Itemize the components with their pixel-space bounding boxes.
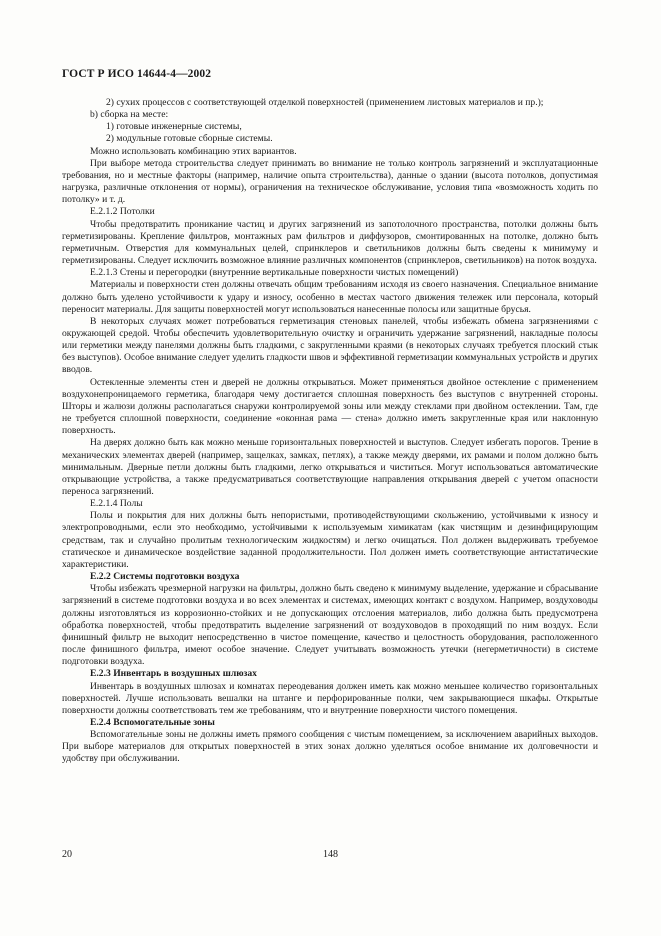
paragraph: Е.2.1.2 Потолки — [90, 206, 155, 218]
paragraph: Инвентарь в воздушных шлюзах и комнатах переодевания должен иметь как можно меньшее количество горизонтальных поверхностей. Лучше использовать вешалки на штанге и перфорированные полки, чем закрывающиеся шкафы. Открытые поверхности должны соответствовать тем же требованиям, что и внутренние поверхности чистого помещения. — [62, 680, 598, 716]
paragraph: Материалы и поверхности стен должны отвечать общим требованиям исходя из своего назначения. Специальное внимание должно быть уделено устойчивости к удару и износу, особенно в местах частого движения тележек или персонала, который переносит материалы. Для защиты поверхностей могут использоваться нанесенные полосы или защитные брусья. — [62, 279, 598, 315]
paragraph: Е.2.1.3 Стены и перегородки (внутренние вертикальные поверхности чистых помещений) — [90, 267, 459, 279]
page-number: 20 — [62, 849, 72, 860]
paragraph: Полы и покрытия для них должны быть непористыми, противодействующими скольжению, устойчивыми к износу и электропроводными, если это необходимо, устойчивыми к используемым химикатам (как чистящим и дезинфицирующим средствам, так и случайно пролитым технологическим жидкостям) и легко очищаться. Пол должен выдерживать требуемое статическое и динамическое воздействие заданной продолжительности. Пол должен иметь соответствующие антистатические характеристики. — [62, 510, 598, 570]
paragraph: На дверях должно быть как можно меньше горизонтальных поверхностей и выступов. Следует избегать порогов. Трение в механических элементах дверей (например, защелках, замках, петлях), а также между дверями, их рамами и полом должно быть минимальным. Дверные петли должны быть гладкими, легко открываться и чиститься. Могут использоваться автоматические открывающие устройства, а также предусматриваться соответствующие направления открывания дверей с учетом опасности переноса загрязнений. — [62, 437, 598, 497]
paragraph: Е.2.3 Инвентарь в воздушных шлюзах — [90, 668, 257, 680]
paragraph: Можно использовать комбинацию этих вариантов. — [90, 145, 297, 157]
paragraph: b) сборка на месте: — [90, 109, 169, 121]
paragraph: Вспомогательные зоны не должны иметь прямого сообщения с чистым помещением, за исключением аварийных выходов. При выборе материалов для открытых поверхностей в этих зонах должно уделяться особое внимание их долговечности и удобству при обслуживании. — [62, 729, 598, 765]
sheet-number: 148 — [323, 849, 338, 860]
paragraph: 1) готовые инженерные системы, — [106, 121, 242, 133]
paragraph: Е.2.1.4 Полы — [90, 498, 143, 510]
paragraph: Е.2.4 Вспомогательные зоны — [90, 716, 215, 728]
paragraph: Остекленные элементы стен и дверей не должны открываться. Может применяться двойное остекление с применением воздухонепроницаемого герметика, благодаря чему достигается сплошная поверхность без выступов с внутренней стороны. Шторы и жалюзи должны располагаться снаружи контролируемой зоны или между стеклами при двойном остеклении. Там, где не требуется сплошной поверхности, соединение «оконная рама — стена» должно иметь закругленные края или наклонную поверхность. — [62, 376, 598, 437]
paragraph: 2) модульные готовые сборные системы. — [106, 133, 273, 145]
paragraph: Чтобы избежать чрезмерной нагрузки на фильтры, должно быть сведено к минимуму выделение, удержание и сбрасывание загрязнений в системе подготовки воздуха и во всех элементах и системах, имеющих контакт с воздухом. Например, воздуховоды должны изготовляться из коррозионно-стойких и не допускающих отслоения материалов, либо должна быть предусмотрена обработка поверхностей, чтобы предотвратить выделение загрязнений от воздуховодов в проходящий по ним воздух. Если финишный фильтр не выходит непосредственно в чистое помещение, качество и целостность оборудования, расположенного после финишного фильтра, имеют особое значение. Следует учитывать возможность утечки (негерметичности) в системе подготовки воздуха. — [62, 583, 598, 668]
document-body — [62, 97, 598, 766]
document-header: ГОСТ Р ИСО 14644-4—2002 — [62, 68, 212, 80]
paragraph: В некоторых случаях может потребоваться герметизация стеновых панелей, чтобы избежать обмена загрязнениями с окружающей средой. Чтобы обеспечить удовлетворительную очистку и ограничить удержание загрязнений, накладные полосы или герметики между панелями должны быть гладкими, с закругленными краями (в некоторых случаях требуется плоский стык без выступов). Особое внимание следует уделить гладкости швов и эффективной герметизации коммунальных устройств и других вводов. — [62, 315, 598, 376]
paragraph: 2) сухих процессов с соответствующей отделкой поверхностей (применением листовых материалов и пр.); — [106, 97, 544, 108]
paragraph: Чтобы предотвратить проникание частиц и других загрязнений из запотолочного пространства, потолки должны быть герметизированы. Крепление фильтров, монтажных рам фильтров и диффузоров, смонтированных на потолке, должно быть герметичным. Отверстия для коммунальных целей, спринклеров и светильников должны быть сведены к минимуму и герметизированы. Следует исключить возможное влияние различных компонентов (спринклеров, светильников) на поток воздуха. — [62, 218, 598, 267]
paragraph: При выборе метода строительства следует принимать во внимание не только контроль загрязнений и эксплуатационные требования, но и местные факторы (например, наличие опыта строительства), данные о здании (высота потолков, допустимая нагрузка, различные отклонения от нормы), ограничения на техническое обслуживание, условия типа «возможность ходить по потолку» и т. д. — [62, 157, 598, 206]
paragraph: Е.2.2 Системы подготовки воздуха — [90, 571, 240, 583]
